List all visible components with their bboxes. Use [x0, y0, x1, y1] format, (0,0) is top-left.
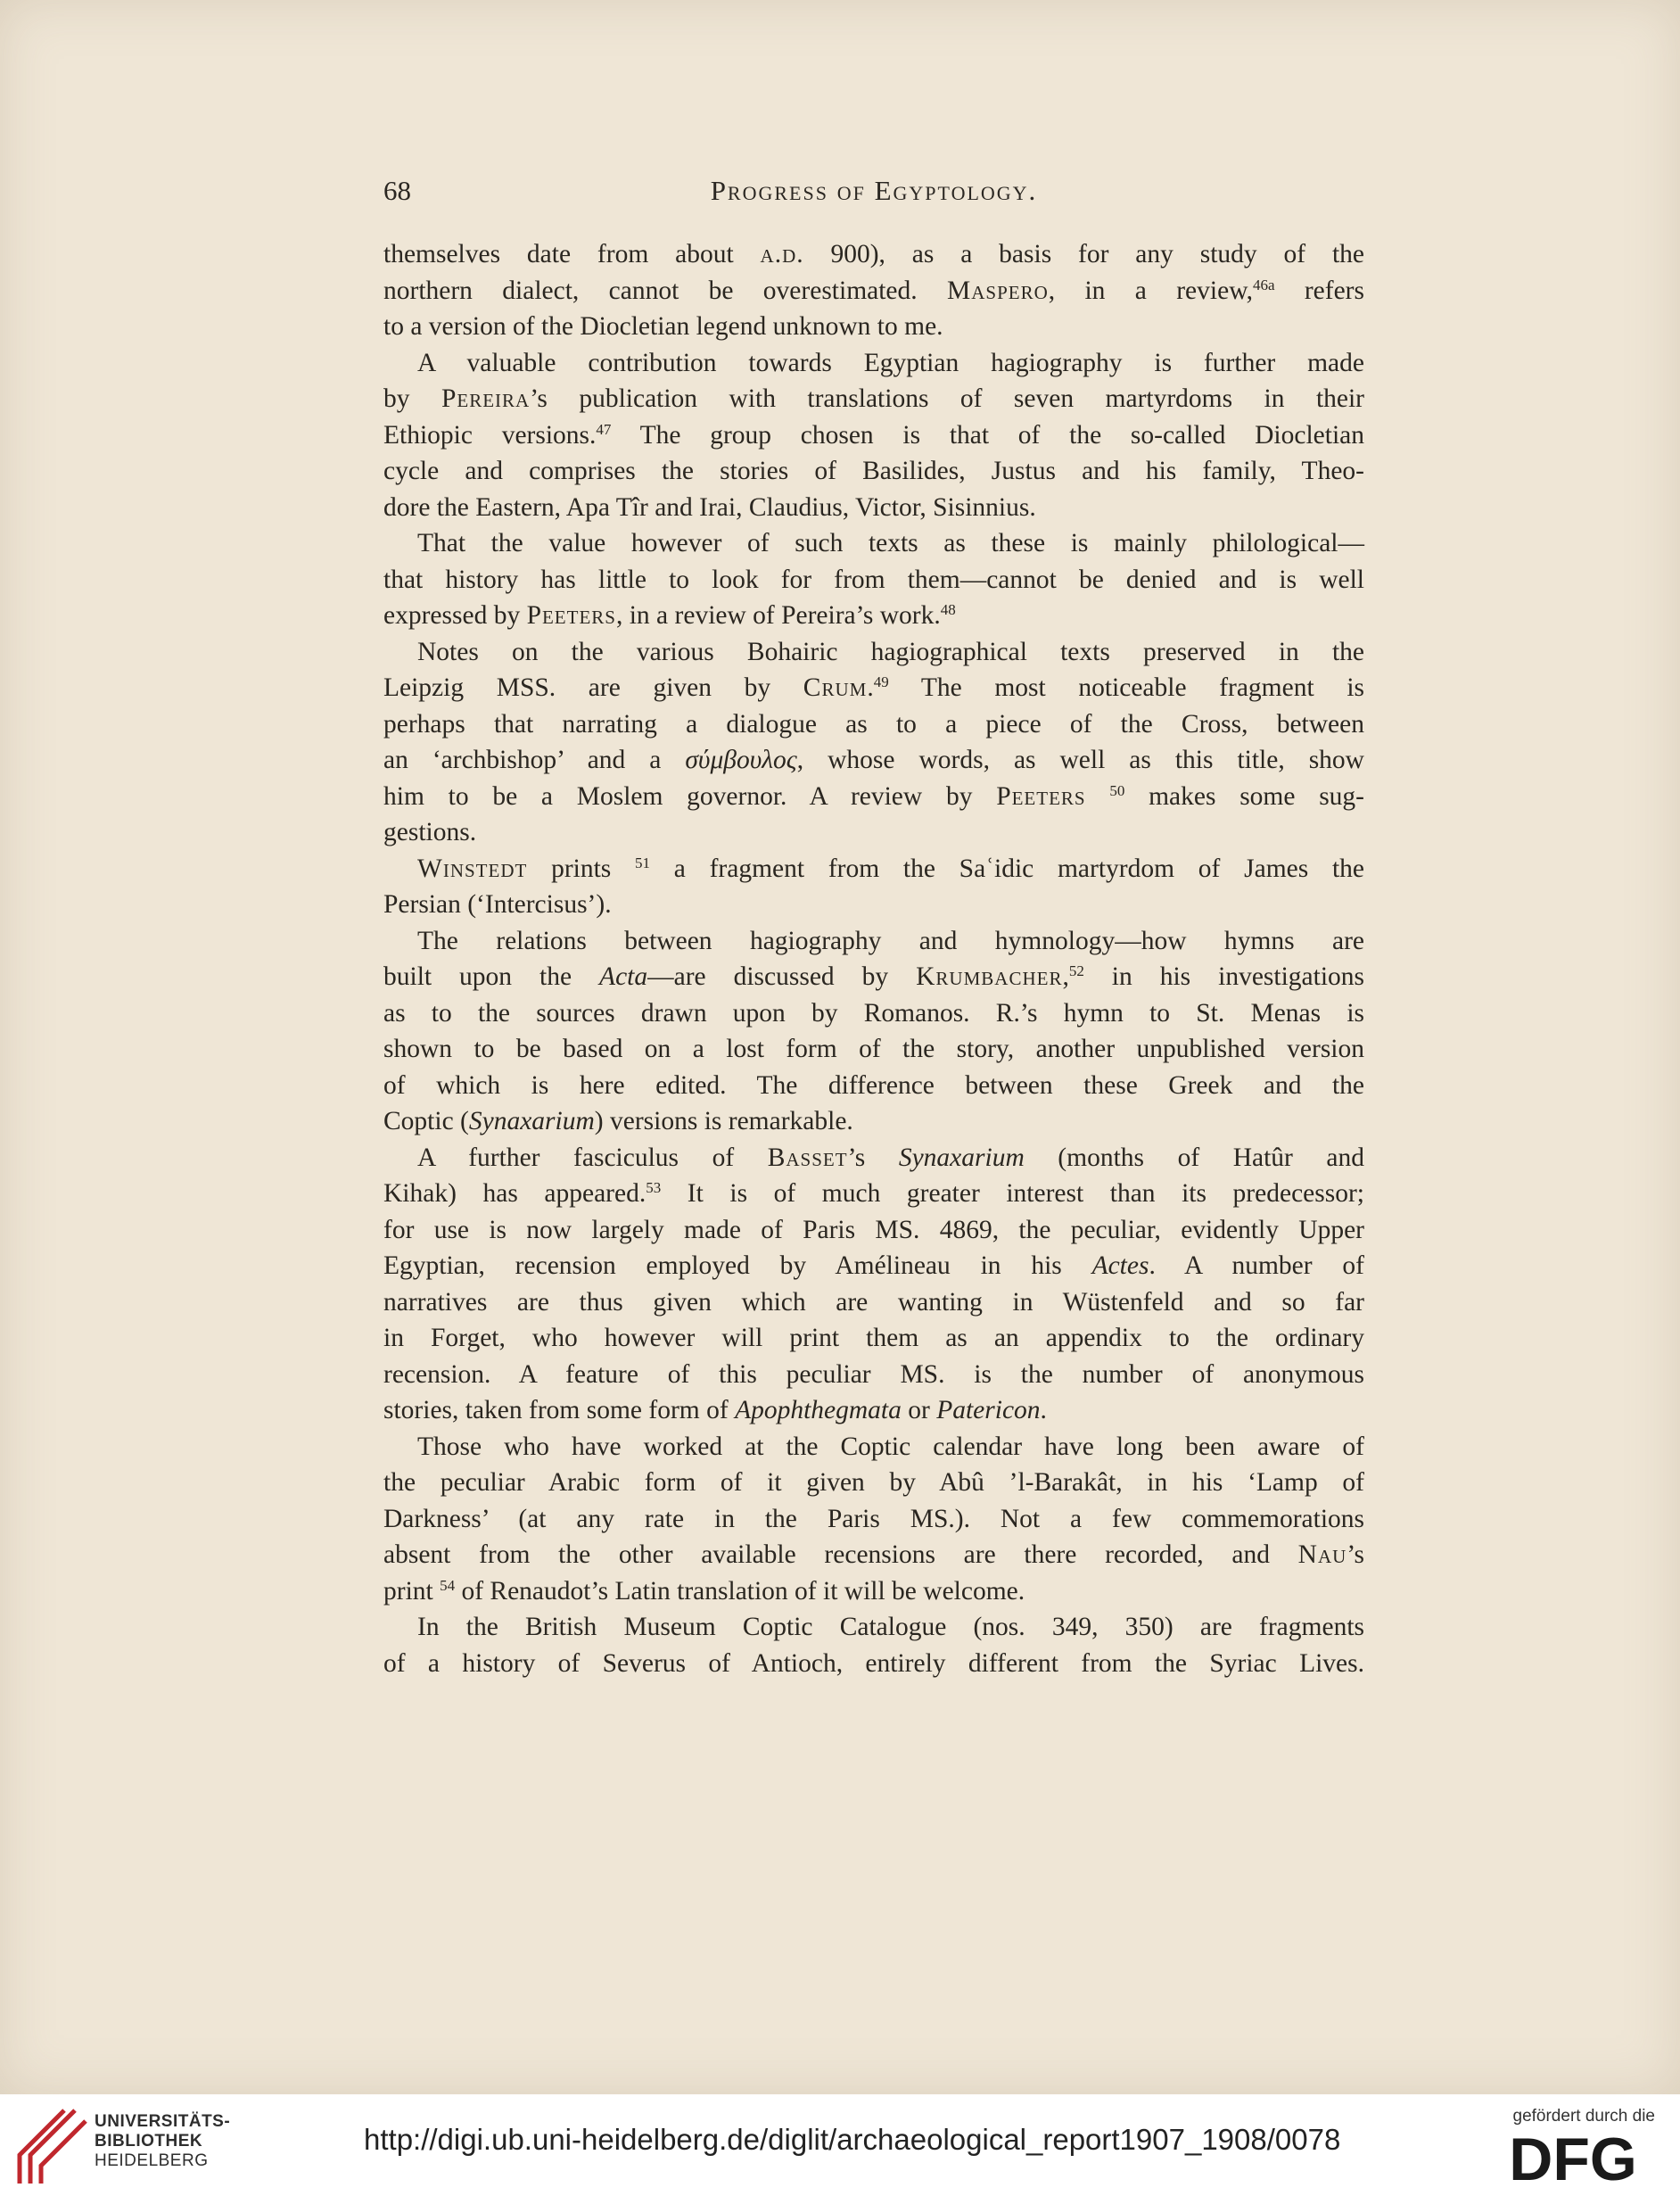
text-line [383, 562, 1364, 599]
footnote-marker: 51 [635, 854, 651, 871]
text-run: as to the sources drawn upon by Romanos. R.’s hymn to St. Menas is [383, 998, 1364, 1028]
body-text [383, 236, 1364, 1681]
italic-term: Acta [599, 962, 648, 991]
running-head-title: Progress of Egyptology. [710, 175, 1038, 206]
text-line [383, 851, 1364, 887]
page-number: 68 [383, 175, 411, 206]
italic-term: σύμβουλος [685, 746, 797, 774]
text-line [383, 1103, 1364, 1140]
text-line [383, 887, 1364, 923]
text-line [383, 1284, 1364, 1321]
library-name-line-1: UNIVERSITÄTS- [95, 2112, 231, 2131]
text-run: perhaps that narrating a dialogue as to a piece of the Cross, between [383, 709, 1364, 739]
text-run: The group chosen is that of the so-called Diocletian [611, 420, 1364, 450]
text-line [383, 1248, 1364, 1284]
text-run: cycle and comprises the stories of Basilides, Justus and his family, Theo- [383, 457, 1364, 485]
footer-bar [0, 2094, 1680, 2196]
text-line [383, 490, 1364, 526]
text-line [383, 417, 1364, 454]
text-line [383, 598, 1364, 634]
text-line [383, 236, 1364, 273]
text-line [383, 345, 1364, 382]
italic-term: Synaxarium [898, 1143, 1025, 1172]
text-line [383, 1501, 1364, 1538]
text-run: Ethiopic versions. [383, 420, 597, 450]
text-run: for use is now largely made of Paris MS. 4869, the peculiar, evidently Upper [383, 1215, 1364, 1244]
dfg-logo-icon [1493, 2130, 1653, 2187]
text-run: Coptic ( [383, 1107, 469, 1135]
text-run: That the value however of such texts as these is mainly philological— [417, 529, 1364, 557]
text-run: Notes on the various Bohairic hagiographical texts preserved in the [417, 637, 1364, 666]
text-run: Darkness’ (at any rate in the Paris MS.). Not a few commemorations [383, 1504, 1364, 1533]
text-run: that history has little to look for from them—cannot be denied and is well [383, 565, 1364, 594]
funding-note: gefördert durch die [1512, 2107, 1655, 2126]
text-run: makes some sug- [1124, 781, 1365, 811]
text-line [383, 1176, 1364, 1212]
text-line [383, 1031, 1364, 1068]
text-line [383, 309, 1364, 345]
text-run: of Renaudot’s Latin translation of it will be welcome. [455, 1576, 1025, 1606]
text-run: Those who have worked at the Coptic calendar have long been aware of [417, 1432, 1364, 1461]
text-line [383, 1609, 1364, 1646]
footnote-marker: 46a [1252, 276, 1275, 293]
text-line [383, 814, 1364, 851]
text-line [383, 525, 1364, 562]
text-line [383, 1429, 1364, 1465]
text-run: absent from the other available recensions are there recorded, and [383, 1540, 1298, 1569]
text-line [383, 1392, 1364, 1429]
running-head [383, 175, 1364, 216]
text-run: Egyptian, recension employed by Amélineau in his [383, 1251, 1092, 1280]
italic-term: Patericon [936, 1396, 1041, 1424]
university-library-name [95, 2112, 230, 2171]
text-run: refers [1274, 276, 1364, 305]
text-line [383, 1320, 1364, 1357]
text-line [383, 670, 1364, 706]
text-line [383, 273, 1364, 310]
text-run: of a history of Severus of Antioch, entirely different from the Syriac Lives. [383, 1648, 1364, 1678]
text-line [383, 959, 1364, 995]
text-run: of which is here edited. The difference between these Greek and the [383, 1070, 1364, 1100]
text-run: themselves date from about [383, 240, 761, 268]
text-line [383, 381, 1364, 417]
text-run: gestions. [383, 818, 477, 846]
text-run: in Forget, who however will print them as an appendix to the ordinary [383, 1324, 1364, 1352]
library-name-line-2: BIBLIOTHEK [95, 2132, 203, 2151]
text-line [383, 1465, 1364, 1501]
footnote-marker: 53 [646, 1179, 662, 1196]
text-run: , in a review of Pereira’s work. [615, 601, 941, 630]
footnote-marker: 52 [1068, 962, 1084, 979]
author-name: Crum [803, 673, 868, 702]
text-line [383, 1573, 1364, 1610]
text-run: narratives are thus given which are wanting in Wüstenfeld and so far [383, 1287, 1364, 1317]
author-name: Maspero [947, 276, 1049, 305]
text-run: In the British Museum Coptic Catalogue (nos. 349, 350) are fragments [417, 1613, 1364, 1641]
footnote-marker: 49 [873, 673, 889, 690]
text-run: , whose words, as well as this title, show [796, 746, 1364, 774]
footnote-marker: 48 [940, 601, 956, 618]
university-library-logo-icon [12, 2105, 95, 2187]
text-run: —are discussed by [647, 962, 917, 991]
text-run: recension. A feature of this peculiar MS. is the number of anonymous [383, 1359, 1364, 1389]
text-run: Leipzig MSS. are given by [383, 673, 803, 702]
author-name: a.d. [760, 240, 804, 268]
text-line [383, 923, 1364, 960]
text-line [383, 453, 1364, 490]
text-run: It is of much greater interest than its predecessor; [661, 1179, 1364, 1208]
text-run: him to be a Moslem governor. A review by [383, 781, 997, 811]
text-run: print [383, 1576, 441, 1606]
text-run: or [901, 1396, 937, 1424]
text-run: expressed by [383, 601, 527, 630]
text-run: A further fasciculus of [417, 1143, 768, 1172]
text-run: 900), as a basis for any study of the [803, 240, 1364, 268]
dfg-logo-text: DFG [1509, 2130, 1637, 2187]
author-name: Nau [1297, 1540, 1347, 1569]
text-run: . [1040, 1396, 1047, 1424]
text-run: shown to be based on a lost form of the story, another unpublished version [383, 1035, 1364, 1063]
text-run [1086, 782, 1110, 811]
author-name: Krumbacher [916, 962, 1063, 991]
text-run: . A number of [1149, 1251, 1364, 1280]
text-run: prints [527, 854, 636, 883]
italic-term: Synaxarium [468, 1107, 595, 1135]
text-run: Kihak) has appeared. [383, 1179, 646, 1208]
text-run: northern dialect, cannot be overestimated. [383, 276, 947, 305]
footnote-marker: 54 [440, 1576, 456, 1594]
text-line [383, 1140, 1364, 1176]
text-run: , [1062, 962, 1069, 991]
library-name-line-3: HEIDELBERG [95, 2151, 209, 2170]
author-name: Peeters [526, 601, 616, 630]
text-run: by [383, 384, 441, 413]
text-run: ’s [1346, 1540, 1364, 1569]
text-line [383, 1212, 1364, 1249]
text-run: the peculiar Arabic form of it given by Abû ’l-Barakât, in his ‘Lamp of [383, 1468, 1364, 1497]
text-run: ’s [847, 1143, 899, 1172]
text-run: Persian (‘Intercisus’). [383, 890, 612, 919]
text-run: (months of Hatûr and [1024, 1143, 1365, 1172]
text-run: , in a review, [1048, 276, 1253, 305]
italic-term: Actes [1091, 1251, 1149, 1280]
text-line [383, 742, 1364, 779]
text-run: built upon the [383, 962, 600, 991]
text-run: stories, taken from some form of [383, 1396, 736, 1424]
author-name: Winstedt [417, 854, 528, 883]
text-line [383, 995, 1364, 1032]
text-run: The most noticeable fragment is [888, 673, 1364, 702]
text-line [383, 1068, 1364, 1104]
text-run: . [867, 673, 874, 702]
text-line [383, 779, 1364, 815]
footnote-marker: 50 [1109, 781, 1125, 799]
text-run: an ‘archbishop’ and a [383, 746, 686, 774]
permalink-url[interactable]: http://digi.ub.uni-heidelberg.de/diglit/archaeological_report1907_1908/0078 [364, 2123, 1341, 2156]
author-name: Basset [767, 1143, 848, 1172]
text-run: ) versions is remarkable. [594, 1107, 853, 1135]
text-line [383, 706, 1364, 743]
text-run: in his investigations [1083, 962, 1364, 991]
text-run: A valuable contribution towards Egyptian hagiography is further made [417, 348, 1364, 377]
text-line [383, 1646, 1364, 1682]
text-run: to a version of the Diocletian legend unknown to me. [383, 312, 943, 341]
text-run: The relations between hagiography and hymnology—how hymns are [417, 926, 1364, 955]
text-run: dore the Eastern, Apa Tîr and Irai, Claudius, Victor, Sisinnius. [383, 492, 1036, 522]
text-run: ’s publication with translations of seven martyrdoms in their [530, 384, 1365, 413]
footnote-marker: 47 [596, 420, 612, 438]
italic-term: Apophthegmata [735, 1396, 902, 1424]
author-name: Peeters [996, 781, 1086, 811]
text-line [383, 1357, 1364, 1393]
author-name: Pereira [441, 384, 531, 413]
text-line [383, 634, 1364, 671]
text-run: a fragment from the Saʿidic martyrdom of James the [650, 854, 1364, 883]
text-line [383, 1537, 1364, 1573]
